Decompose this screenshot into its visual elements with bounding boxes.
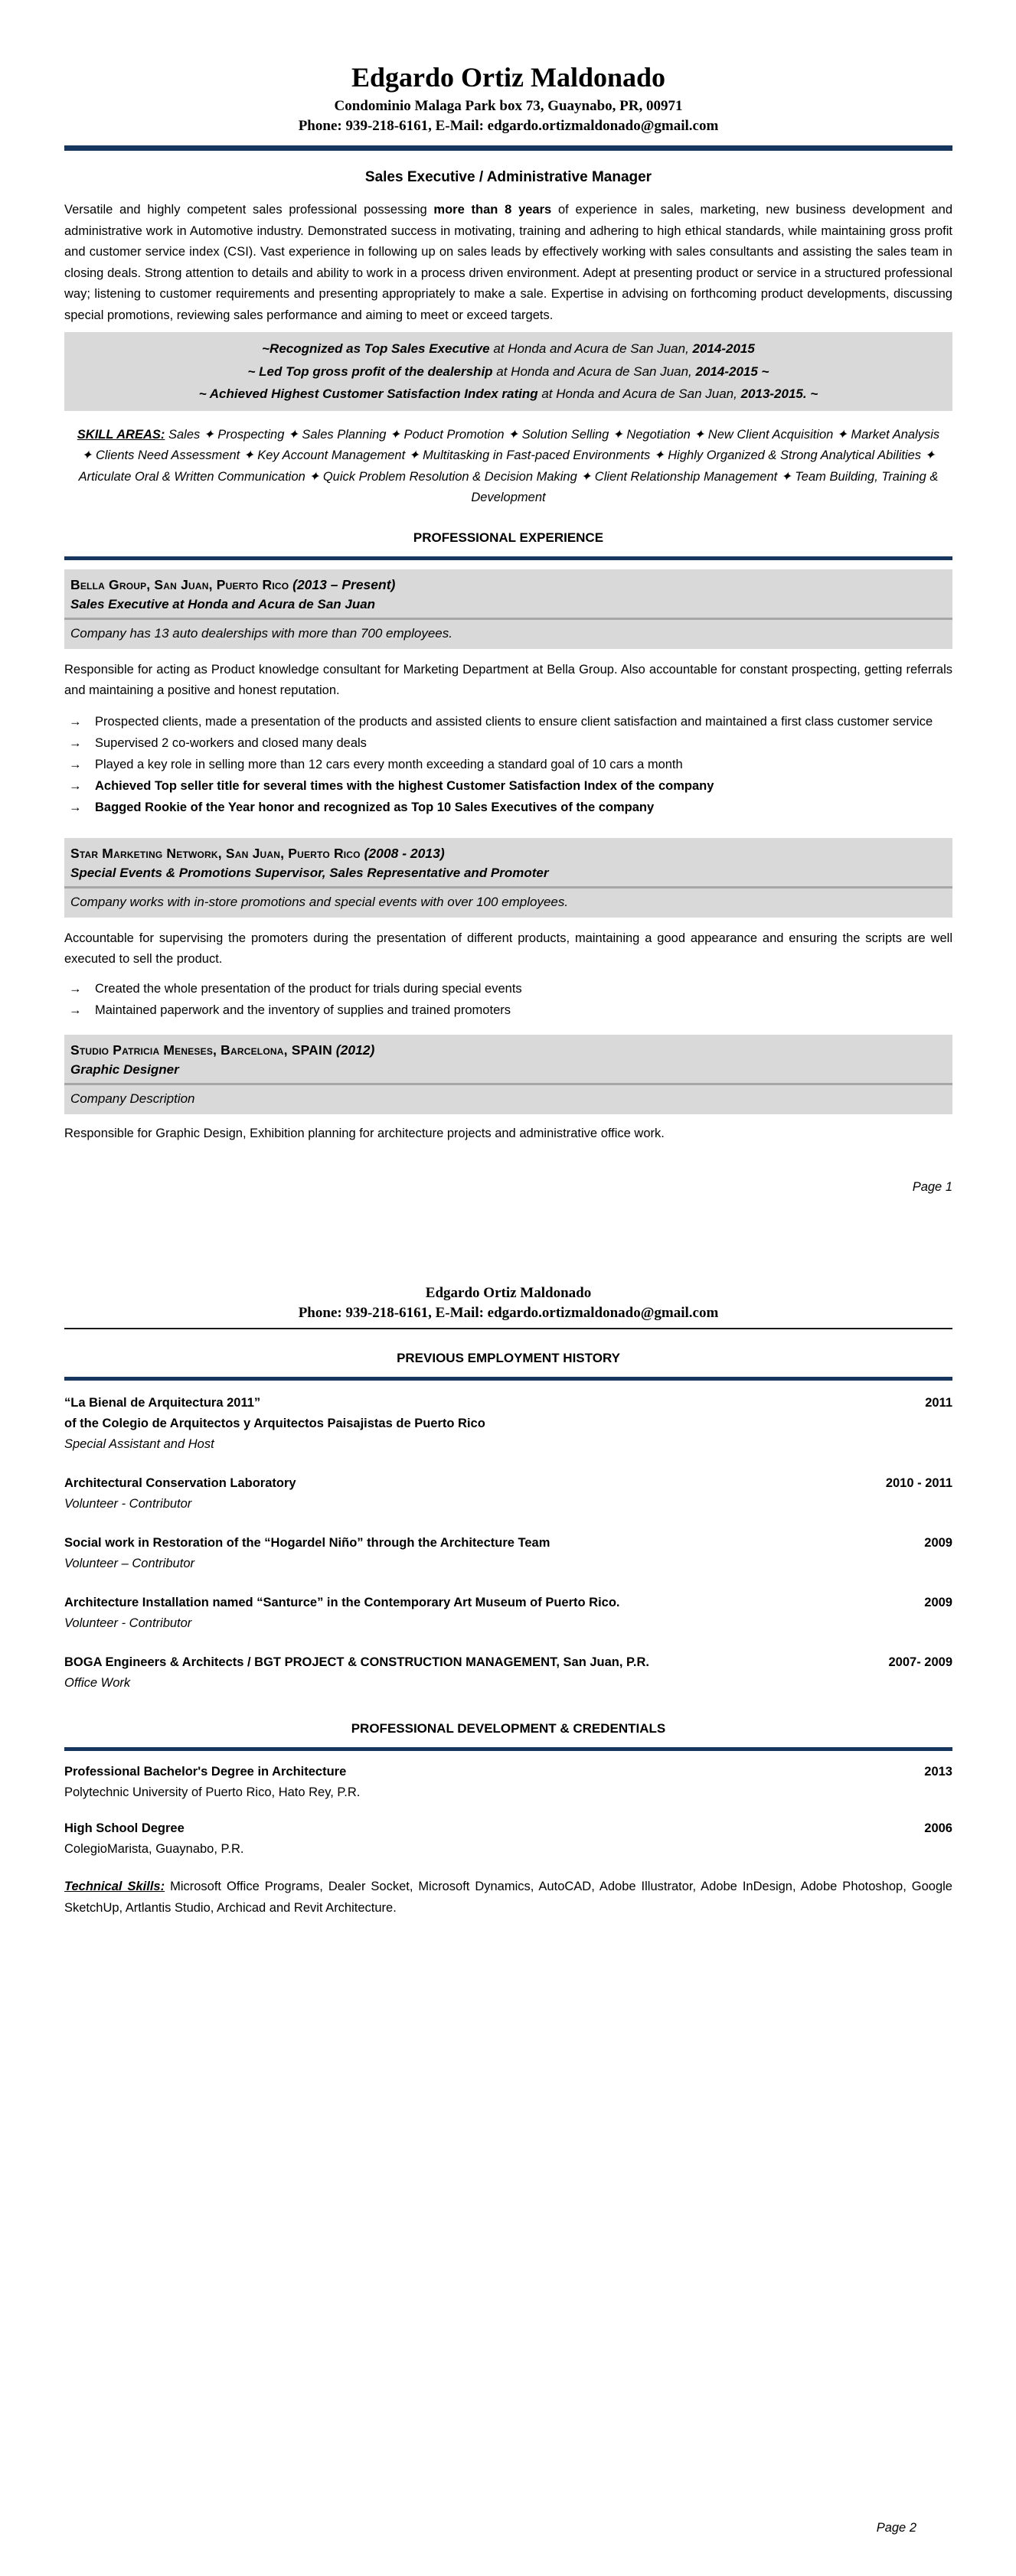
achievement-line (77, 337, 940, 360)
bullet-text: Played a key role in selling more than 12 cars every month exceeding a standard goal of 10 cars a month (95, 757, 683, 771)
entry-row (64, 1818, 952, 1839)
achievement-lead: ~ Achieved Highest Customer Satisfaction Index rating (198, 386, 538, 401)
bullet-item (64, 775, 952, 797)
entry-row (64, 1393, 952, 1434)
arrow-icon: → (69, 714, 82, 729)
entry-role: Volunteer - Contributor (64, 1497, 192, 1511)
entry-year: 2007- 2009 (888, 1655, 952, 1669)
technical-skills-label: Technical Skills: (64, 1880, 165, 1893)
entry-title-line: Architecture Installation named “Santurce” in the Contemporary Art Museum of Puerto Rico. (64, 1596, 620, 1609)
entry-title (64, 1652, 649, 1673)
job-card-bella-group (64, 569, 952, 649)
achievement-line (77, 383, 940, 406)
company-years: (2008 - 2013) (364, 845, 445, 861)
section-rule (64, 556, 952, 560)
achievement-lead: ~Recognized as Top Sales Executive (262, 341, 490, 356)
job-role: Graphic Designer (70, 1061, 179, 1077)
company-years: (2013 – Present) (292, 576, 396, 592)
header-rule (64, 145, 952, 151)
job-card-studio-patricia-meneses (64, 1035, 952, 1114)
job-title-row (64, 569, 952, 595)
bullet-text: Supervised 2 co-workers and closed many deals (95, 735, 367, 750)
address-line: Condominio Malaga Park box 73, Guaynabo, PR, 00971 (334, 98, 683, 114)
bullet-list (64, 711, 952, 818)
bullet-item (64, 999, 952, 1021)
entry-row (64, 1762, 952, 1782)
page-2-footer: Page 2 (876, 2521, 916, 2535)
summary-text: Versatile and highly competent sales professional possessing (64, 203, 434, 217)
page-2-header-rule (64, 1328, 952, 1329)
job-outro-paragraph: Responsible for Graphic Design, Exhibition planning for architecture projects and administrative office work. (64, 1126, 665, 1140)
page-title: Edgardo Ortiz Maldonado (351, 62, 666, 93)
bullet-item (64, 797, 952, 818)
credential-entry (64, 1818, 952, 1860)
company-name: Star Marketing Network, San Juan, Puerto Rico (70, 845, 361, 861)
entry-year: 2011 (925, 1396, 952, 1410)
arrow-icon: → (69, 800, 82, 814)
page-content (0, 61, 1016, 1919)
achievement-mid: at Honda and Acura de San Juan, (489, 341, 693, 356)
arrow-icon: → (69, 1003, 82, 1017)
company-name: Bella Group, San Juan, Puerto Rico (70, 576, 289, 592)
entry-title-line: Architectural Conservation Laboratory (64, 1476, 296, 1490)
credential-title (64, 1762, 346, 1782)
company-name: Studio Patricia Meneses, Barcelona, SPAIN (70, 1042, 332, 1058)
job-role: Sales Executive at Honda and Acura de San Juan (70, 596, 376, 611)
entry-title (64, 1533, 550, 1554)
phone-email-line: Phone: 939-218-6161, E-Mail: edgardo.ortizmaldonado@gmail.com (298, 118, 719, 134)
entry-row (64, 1593, 952, 1613)
section-heading-professional-experience: PROFESSIONAL EXPERIENCE (413, 530, 604, 545)
company-description: Company has 13 auto dealerships with more than 700 employees. (70, 625, 452, 641)
role-title: Sales Executive / Administrative Manager (364, 169, 652, 185)
achievement-years: 2014-2015 ~ (695, 364, 769, 379)
entry-role: Volunteer - Contributor (64, 1616, 192, 1630)
entry-title-line: “La Bienal de Arquitectura 2011” (64, 1396, 261, 1410)
bullet-item (64, 732, 952, 754)
employment-entry (64, 1393, 952, 1455)
job-intro-paragraph: Responsible for acting as Product knowledge consultant for Marketing Department at Bella Group. Also accountable for constant prospecting, getting referrals and maintaining a positive and honest reputation. (64, 662, 952, 697)
employment-entry (64, 1473, 952, 1515)
bullet-text: Prospected clients, made a presentation of the products and assisted clients to ensure client satisfaction and maintained a first class customer service (95, 714, 933, 729)
job-title-row (64, 838, 952, 863)
credential-title (64, 1818, 185, 1839)
company-description: Company Description (70, 1091, 195, 1106)
entry-year: 2010 - 2011 (885, 1476, 952, 1490)
bullet-text: Achieved Top seller title for several times with the highest Customer Satisfaction Index of the company (95, 778, 714, 793)
credential-institution: Polytechnic University of Puerto Rico, Hato Rey, P.R. (64, 1785, 361, 1799)
bullet-text: Created the whole presentation of the product for trials during special events (95, 981, 522, 996)
page-1-footer: Page 1 (912, 1180, 952, 1194)
entry-year: 2009 (924, 1596, 952, 1609)
summary-bold-text: more than 8 years (433, 203, 552, 217)
employment-entry (64, 1593, 952, 1634)
summary-paragraph (64, 200, 952, 326)
credential-institution: ColegioMarista, Guaynabo, P.R. (64, 1842, 244, 1856)
entry-title-line: of the Colegio de Arquitectos y Arquitectos Paisajistas de Puerto Rico (64, 1417, 485, 1430)
bullet-text: Bagged Rookie of the Year honor and recognized as Top 10 Sales Executives of the company (95, 800, 655, 814)
bullet-item (64, 754, 952, 775)
bullet-text: Maintained paperwork and the inventory of supplies and trained promoters (95, 1003, 511, 1017)
entry-row (64, 1473, 952, 1494)
bullet-item (64, 978, 952, 999)
job-title-row (64, 1035, 952, 1060)
company-years: (2012) (335, 1042, 375, 1058)
credential-entry (64, 1762, 952, 1803)
credential-year: 2006 (924, 1821, 952, 1835)
section-heading-previous-employment: PREVIOUS EMPLOYMENT HISTORY (397, 1351, 620, 1365)
employment-entry (64, 1533, 952, 1574)
entry-year: 2009 (924, 1536, 952, 1550)
skills-list: Sales ✦ Prospecting ✦ Sales Planning ✦ Poduct Promotion ✦ Solution Selling ✦ Negotiation ✦ New Client Acquisition ✦ Market Analysis ✦ Clients Need Assessment ✦ Key Account Management ✦ Multitasking in Fast-paced Environments ✦ Highly Organized & Strong Analytical Abilities ✦ Articulate Oral & Written Communication ✦ Quick Problem Resolution & Decision Making ✦ Client Relationship Management ✦ Team Building, Training & Development (78, 427, 940, 504)
entry-title (64, 1473, 296, 1494)
entry-row (64, 1533, 952, 1554)
section-rule (64, 1377, 952, 1381)
employment-entry (64, 1652, 952, 1694)
summary-text: of experience in sales, marketing, new business development and administrative work in Automotive industry. Demonstrated success in motivating, training and adhering to high ethical standards, while maintaining gross profit and customer service index (CSI). Vast experience in following up on sales leads by effectively working with sales consultants and assisting the sales team in closing deals. Strong attention to details and ability to work in a process driven environment. Adept at presenting product or service in a structured professional way; listening to customer requirements and presenting appropriately to make a sale. Expertise in advising on forthcoming product developments, discussing special promotions, reviewing sales performance and aiming to meet or exceed targets. (64, 203, 952, 322)
job-role: Special Events & Promotions Supervisor, Sales Representative and Promoter (70, 865, 549, 880)
entry-title (64, 1593, 620, 1613)
entry-role: Office Work (64, 1676, 131, 1690)
job-card-star-marketing (64, 838, 952, 918)
entry-title-line: Social work in Restoration of the “Hogardel Niño” through the Architecture Team (64, 1536, 550, 1550)
page-2-name-heading: Edgardo Ortiz Maldonado (425, 1285, 592, 1301)
entry-row (64, 1652, 952, 1673)
achievement-years: 2013-2015. ~ (740, 386, 818, 401)
section-heading-professional-development: PROFESSIONAL DEVELOPMENT & CREDENTIALS (351, 1721, 666, 1736)
achievement-years: 2014-2015 (692, 341, 755, 356)
entry-role: Volunteer – Contributor (64, 1557, 194, 1570)
achievement-mid: at Honda and Acura de San Juan, (537, 386, 741, 401)
achievements-box (64, 332, 952, 411)
entry-title (64, 1393, 485, 1434)
company-description: Company works with in-store promotions and special events with over 100 employees. (70, 894, 569, 909)
section-rule (64, 1747, 952, 1751)
arrow-icon: → (69, 981, 82, 996)
achievement-mid: at Honda and Acura de San Juan, (492, 364, 696, 379)
arrow-icon: → (69, 778, 82, 793)
job-intro-paragraph: Accountable for supervising the promoters during the presentation of different products, maintaining a good appearance and ensuring the scripts are well executed to sell the product. (64, 931, 952, 966)
skills-label: SKILL AREAS: (77, 427, 165, 442)
achievement-line (77, 360, 940, 383)
entry-title-line: High School Degree (64, 1821, 185, 1835)
skills-paragraph (72, 425, 945, 509)
arrow-icon: → (69, 735, 82, 750)
achievement-lead: ~ Led Top gross profit of the dealership (247, 364, 493, 379)
bullet-item (64, 711, 952, 732)
credential-year: 2013 (924, 1765, 952, 1779)
technical-skills-paragraph (64, 1877, 952, 1919)
entry-title-line: Professional Bachelor's Degree in Architecture (64, 1765, 347, 1779)
technical-skills-text: Microsoft Office Programs, Dealer Socket, Microsoft Dynamics, AutoCAD, Adobe Illustrator, Adobe InDesign, Adobe Photoshop, Google SketchUp, Artlantis Studio, Archicad and Revit Architecture. (64, 1880, 952, 1915)
entry-role: Special Assistant and Host (64, 1437, 214, 1451)
page-2-phone-email-line: Phone: 939-218-6161, E-Mail: edgardo.ortizmaldonado@gmail.com (298, 1305, 719, 1321)
arrow-icon: → (69, 757, 82, 771)
bullet-list (64, 978, 952, 1021)
entry-title-line: BOGA Engineers & Architects / BGT PROJECT & CONSTRUCTION MANAGEMENT, San Juan, P.R. (64, 1655, 649, 1669)
